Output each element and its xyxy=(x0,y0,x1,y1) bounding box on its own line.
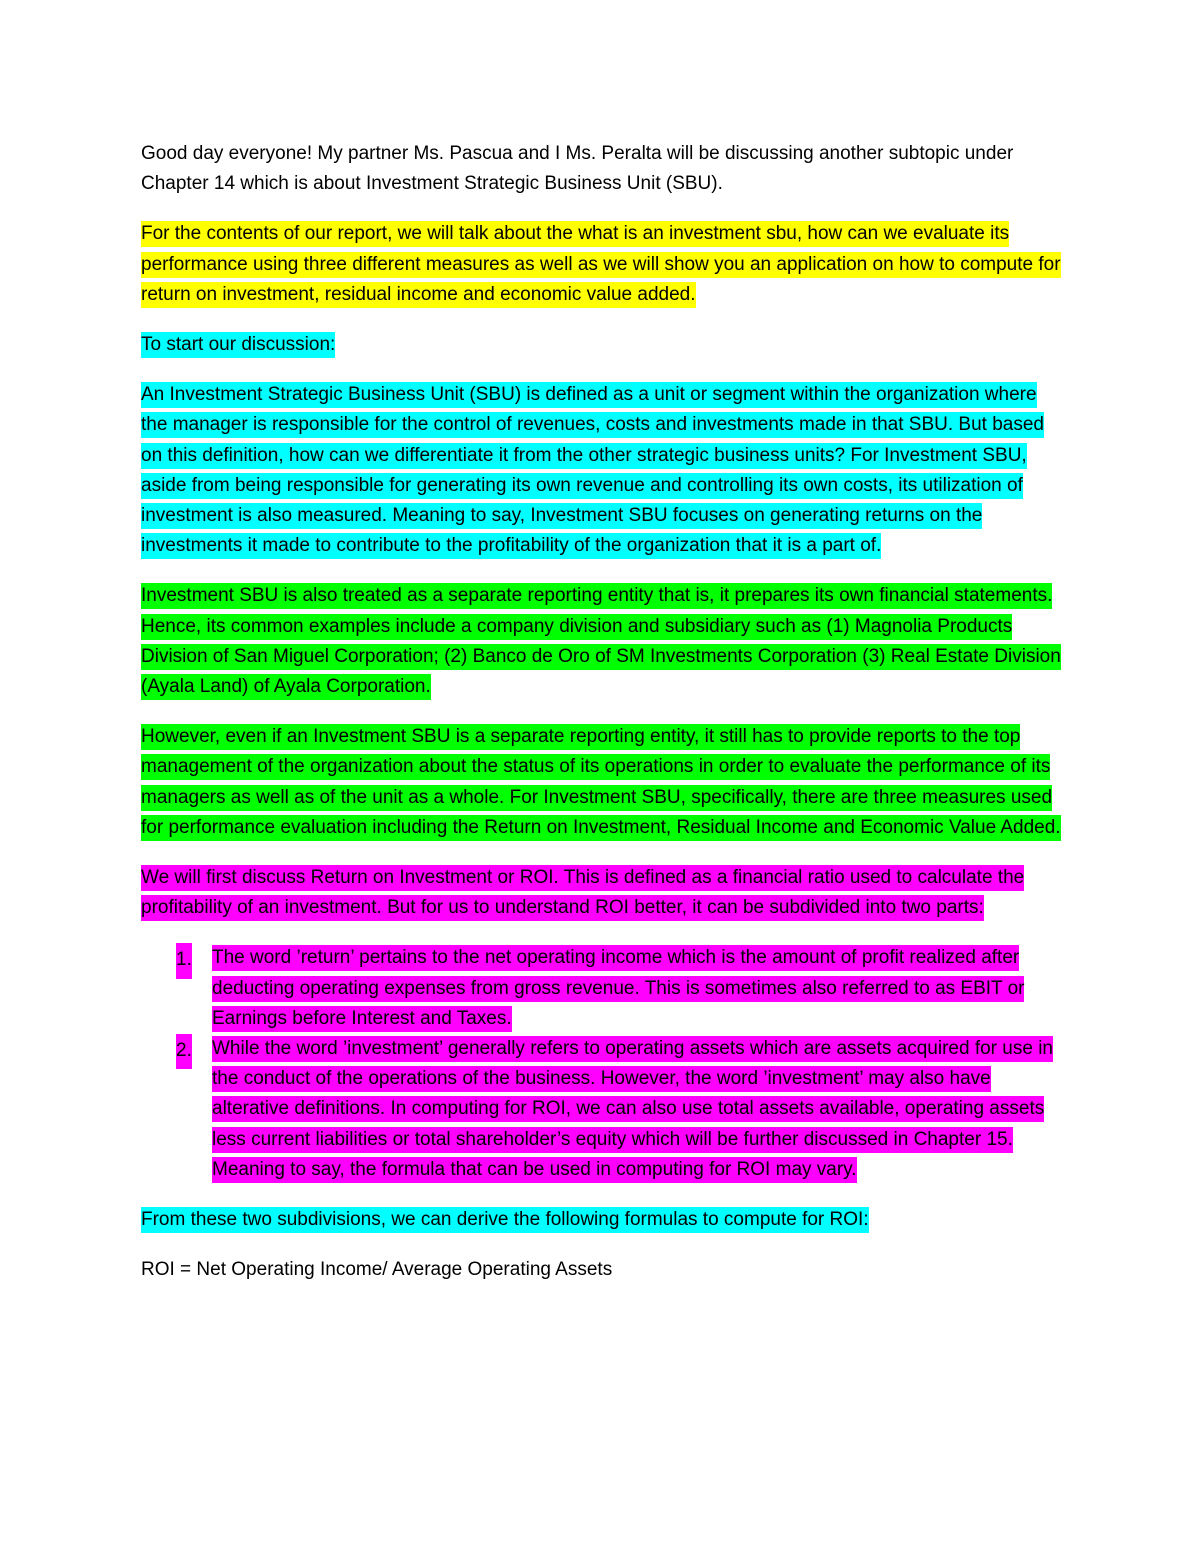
list-item xyxy=(141,943,1061,1034)
list-item-number: 2. xyxy=(176,1034,192,1069)
measures-paragraph xyxy=(141,722,1061,843)
roi-parts-list xyxy=(141,943,1061,1185)
intro-text: Good day everyone! My partner Ms. Pascua and I Ms. Peralta will be discussing another subtopic under Chapter 14 which is about Investment Strategic Business Unit (SBU). xyxy=(141,143,1014,195)
contents-text: For the contents of our report, we will talk about the what is an investment sbu, how can we evaluate its performance using three different measures as well as we will show you an application on how to compute for return on investment, residual income and economic value added. xyxy=(141,221,1061,307)
formula-text: ROI = Net Operating Income/ Average Operating Assets xyxy=(141,1259,613,1281)
list-item xyxy=(141,1034,1061,1185)
measures-text: However, even if an Investment SBU is a separate reporting entity, it still has to provide reports to the top management of the organization about the status of its operations in order to evaluate the performance of its managers as well as of the unit as a whole. For Investment SBU, specifically, there are three measures used for performance evaluation including the Return on Investment, Residual Income and Economic Value Added. xyxy=(141,724,1061,841)
contents-paragraph xyxy=(141,219,1061,310)
document-page xyxy=(141,139,1061,1306)
definition-paragraph xyxy=(141,380,1061,561)
definition-text: An Investment Strategic Business Unit (SBU) is defined as a unit or segment within the organization where the manager is responsible for the control of revenues, costs and investments made in that SBU. But based on this definition, how can we differentiate it from the other strategic business units? For Investment SBU, aside from being responsible for generating its own revenue and controlling its own costs, its utilization of investment is also measured. Meaning to say, Investment SBU focuses on generating returns on the investments it made to contribute to the profitability of the organization that it is a part of. xyxy=(141,382,1044,559)
intro-paragraph xyxy=(141,139,1061,199)
roi-text: We will first discuss Return on Investment or ROI. This is defined as a financial ratio used to calculate the profitability of an investment. But for us to understand ROI better, it can be subdivided into two parts: xyxy=(141,865,1024,921)
formula-intro-paragraph xyxy=(141,1205,1061,1235)
formula-intro-text: From these two subdivisions, we can derive the following formulas to compute for ROI: xyxy=(141,1207,869,1233)
list-item-number: 1. xyxy=(176,943,192,978)
entity-text: Investment SBU is also treated as a separate reporting entity that is, it prepares its own financial statements. Hence, its common examples include a company division and subsidiary such as (1) Magnolia Products Division of San Miguel Corporation; (2) Banco de Oro of SM Investments Corporation (3) Real Estate Division (Ayala Land) of Ayala Corporation. xyxy=(141,583,1061,700)
list-item-text: While the word ’investment’ generally refers to operating assets which are assets acquired for use in the conduct of the operations of the business. However, the word ’investment’ may also have alterative definitions. In computing for ROI, we can also use total assets available, operating assets less current liabilities or total shareholder’s equity which will be further discussed in Chapter 15. Meaning to say, the formula that can be used in computing for ROI may vary. xyxy=(212,1036,1053,1183)
entity-paragraph xyxy=(141,581,1061,702)
start-paragraph xyxy=(141,330,1061,360)
list-item-text: The word ’return’ pertains to the net operating income which is the amount of profit realized after deducting operating expenses from gross revenue. This is sometimes also referred to as EBIT or Earnings before Interest and Taxes. xyxy=(212,945,1024,1031)
formula-paragraph xyxy=(141,1255,1061,1285)
roi-paragraph xyxy=(141,863,1061,923)
start-text: To start our discussion: xyxy=(141,332,335,358)
